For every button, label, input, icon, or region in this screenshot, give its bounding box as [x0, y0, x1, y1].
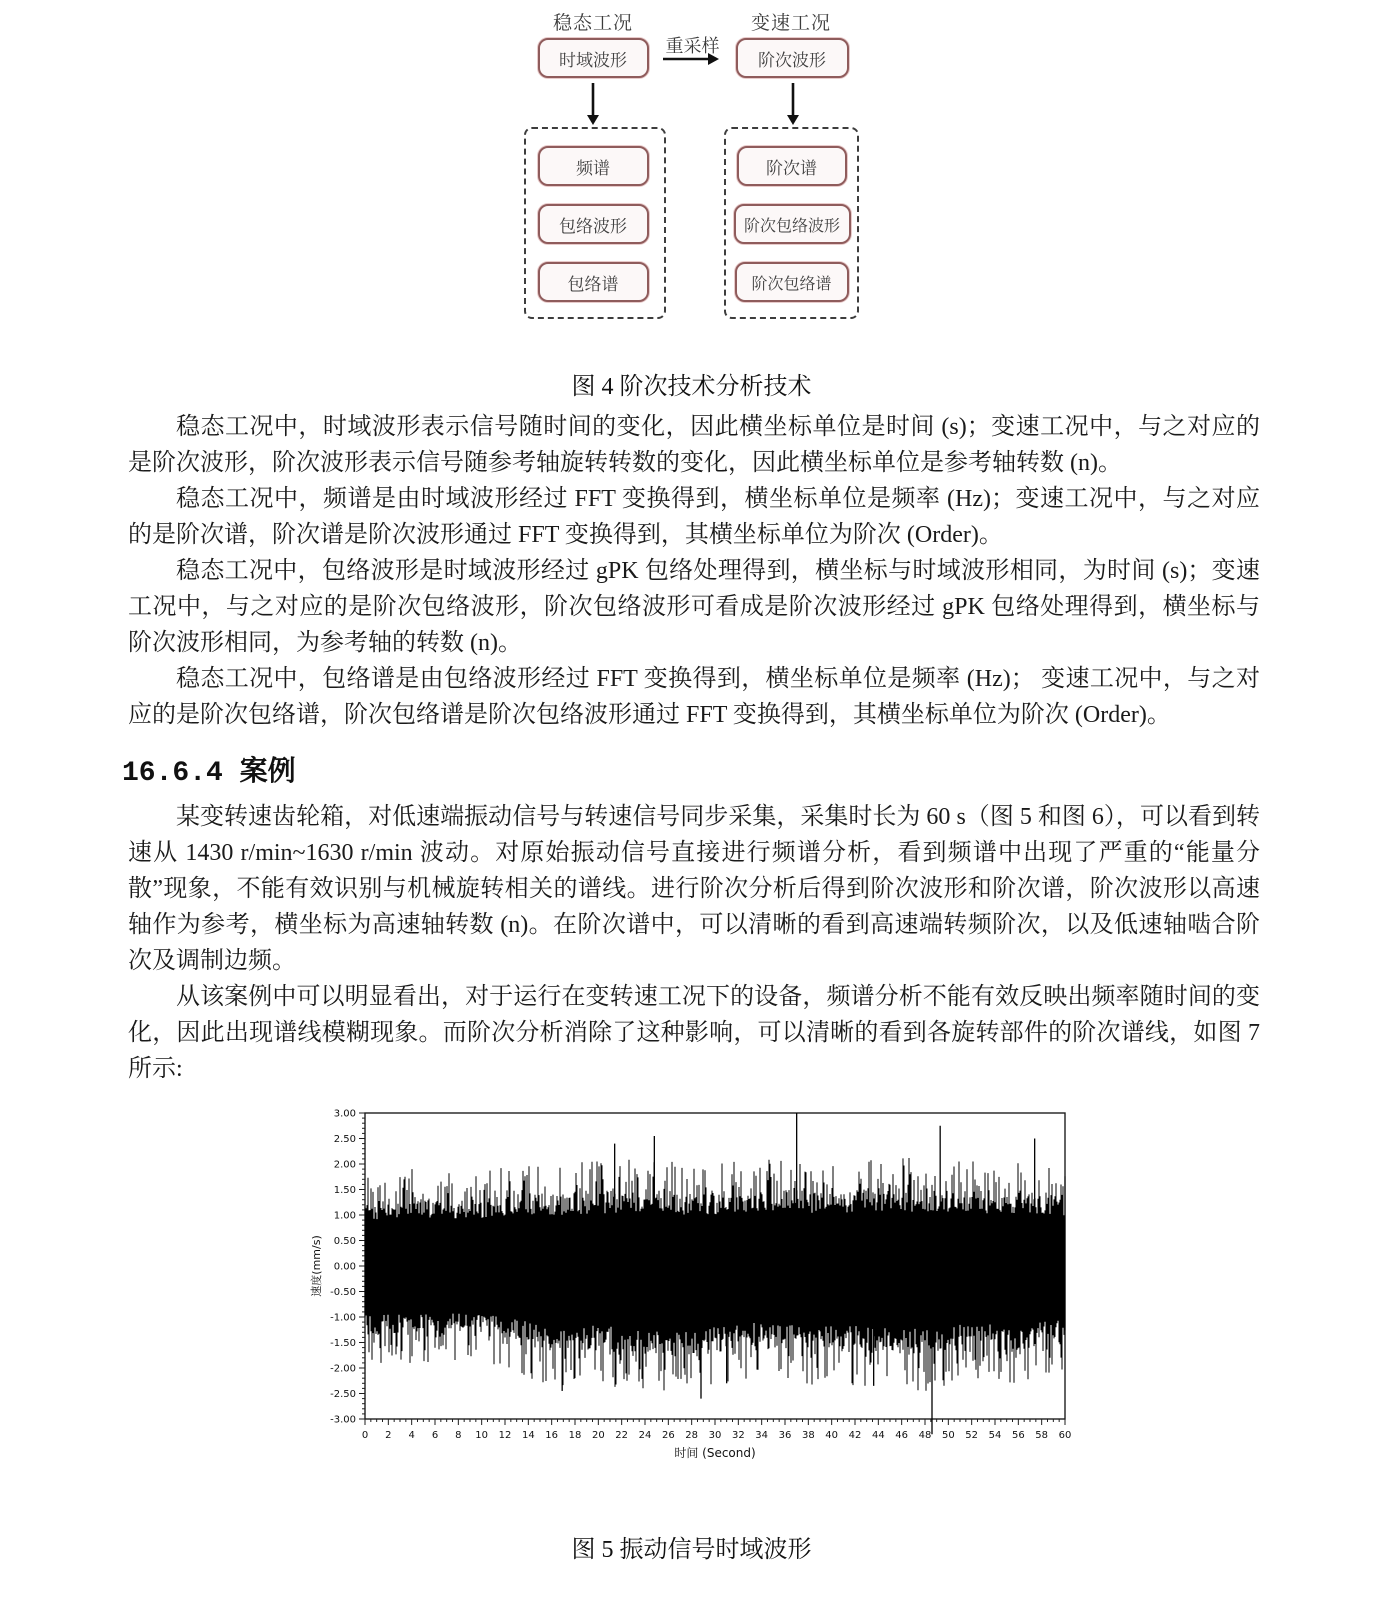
svg-text:2.50: 2.50 [333, 1134, 356, 1145]
svg-text:-1.00: -1.00 [329, 1312, 356, 1324]
svg-text:52: 52 [964, 1430, 978, 1441]
svg-text:4: 4 [407, 1430, 415, 1441]
paragraph: 从该案例中可以明显看出，对于运行在变转速工况下的设备，频谱分析不能有效反映出频率随时间的变化，因此出现谱线模糊现象。而阶次分析消除了这种影响，可以清晰的看到各旋转部件的阶次谱线，如图 7 所示: [128, 984, 1260, 1082]
svg-text:46: 46 [894, 1430, 908, 1441]
box-order-spectrum: 阶次谱 [737, 146, 847, 186]
box-order-envelope-waveform: 阶次包络波形 [734, 204, 851, 244]
resample-label: 重采样 [665, 36, 720, 56]
svg-text:32: 32 [731, 1430, 745, 1441]
svg-text:48: 48 [918, 1430, 931, 1441]
svg-text:-1.50: -1.50 [329, 1338, 356, 1349]
box-order-waveform: 阶次波形 [736, 38, 849, 78]
svg-text:8: 8 [454, 1430, 462, 1441]
svg-text:1.50: 1.50 [333, 1185, 356, 1196]
svg-text:6: 6 [431, 1430, 438, 1441]
svg-text:26: 26 [661, 1430, 675, 1441]
case-text-block [128, 799, 1260, 1087]
svg-text:40: 40 [824, 1430, 838, 1441]
figure4-flowchart [512, 6, 872, 324]
svg-text:0.00: 0.00 [333, 1261, 356, 1273]
svg-text:0.50: 0.50 [333, 1236, 356, 1247]
svg-text:12: 12 [498, 1430, 511, 1441]
svg-text:28: 28 [684, 1430, 698, 1441]
svg-text:-0.50: -0.50 [329, 1287, 356, 1298]
variable-speed-header: 变速工况 [750, 13, 831, 34]
svg-text:18: 18 [568, 1430, 581, 1441]
svg-text:-3.00: -3.00 [329, 1414, 356, 1426]
svg-text:1.00: 1.00 [333, 1210, 356, 1222]
svg-text:44: 44 [871, 1430, 885, 1441]
figure4-caption: 图 4 阶次技术分析技术 [571, 374, 812, 400]
steady-state-header: 稳态工况 [552, 13, 633, 34]
svg-text:时间 (Second): 时间 (Second) [673, 1446, 756, 1460]
paragraph: 稳态工况中，包络波形是时域波形经过 gPK 包络处理得到，横坐标与时域波形相同，为时间 (s)；变速工况中，与之对应的是阶次包络波形，阶次包络波形可看成是阶次波形经过 gPK 包络处理得到，横坐标与阶次波形相同，为参考轴的转数 (n)。 [128, 558, 1260, 656]
paragraph: 稳态工况中，包络谱是由包络波形经过 FFT 变换得到，横坐标单位是频率 (Hz)； 变速工况中，与之对应的是阶次包络谱，阶次包络谱是阶次包络波形通过 FFT 变换得到，其横坐标单位为阶次 (Order)。 [128, 666, 1260, 728]
svg-text:16: 16 [544, 1430, 558, 1441]
svg-text:3.00: 3.00 [333, 1108, 356, 1120]
svg-text:14: 14 [521, 1430, 535, 1441]
box-order-envelope-spectrum: 阶次包络谱 [735, 262, 849, 302]
svg-text:速度(mm/s): 速度(mm/s) [309, 1235, 323, 1297]
svg-text:22: 22 [614, 1430, 628, 1441]
svg-text:2: 2 [384, 1430, 392, 1441]
svg-text:58: 58 [1034, 1430, 1048, 1441]
figure5-chart [307, 1097, 1077, 1479]
svg-text:60: 60 [1058, 1430, 1071, 1441]
svg-text:24: 24 [638, 1430, 651, 1441]
svg-text:20: 20 [591, 1430, 605, 1441]
svg-text:36: 36 [778, 1430, 791, 1441]
box-envelope-waveform: 包络波形 [538, 204, 649, 244]
box-spectrum: 频谱 [538, 146, 649, 186]
arrow-down-right-icon [786, 83, 800, 130]
svg-text:38: 38 [801, 1430, 815, 1441]
section-heading: 16.6.4 案例 [122, 758, 296, 789]
svg-text:-2.50: -2.50 [329, 1389, 356, 1400]
svg-text:30: 30 [708, 1430, 721, 1441]
svg-text:0: 0 [361, 1430, 368, 1441]
arrow-right-icon [663, 52, 719, 71]
arrow-down-left-icon [586, 83, 600, 130]
paragraph: 某变转速齿轮箱，对低速端振动信号与转速信号同步采集，采集时长为 60 s（图 5 和图 6），可以看到转速从 1430 r/min~1630 r/min 波动。对原始振动信号直接进行频谱分析，看到频谱中出现了严重的“能量分散”现象，不能有效识别与机械旋转相关的谱线。进行阶次分析后得到阶次波形和阶次谱，阶次波形以高速轴作为参考，横坐标为高速轴转数 (n)。在阶次谱中，可以清晰的看到高速端转频阶次，以及低速轴啮合阶次及调制边频。 [128, 804, 1260, 974]
svg-text:2.00: 2.00 [333, 1159, 356, 1171]
svg-text:50: 50 [941, 1430, 955, 1441]
figure5-container [307, 1097, 1077, 1479]
svg-text:56: 56 [1011, 1430, 1025, 1441]
box-envelope-spectrum: 包络谱 [538, 262, 649, 302]
svg-text:54: 54 [988, 1430, 1001, 1441]
box-time-domain-waveform: 时域波形 [538, 38, 649, 78]
svg-text:-2.00: -2.00 [329, 1363, 356, 1375]
svg-text:42: 42 [848, 1430, 861, 1441]
svg-text:10: 10 [474, 1430, 488, 1441]
figure5-caption: 图 5 振动信号时域波形 [571, 1537, 812, 1563]
intro-text-block [128, 409, 1260, 733]
paragraph: 稳态工况中，时域波形表示信号随时间的变化，因此横坐标单位是时间 (s)；变速工况中，与之对应的是阶次波形，阶次波形表示信号随参考轴旋转转数的变化，因此横坐标单位是参考轴转数 (n)。 [128, 414, 1260, 476]
svg-text:34: 34 [754, 1430, 768, 1441]
paragraph: 稳态工况中，频谱是由时域波形经过 FFT 变换得到，横坐标单位是频率 (Hz)；变速工况中，与之对应的是阶次谱，阶次谱是阶次波形通过 FFT 变换得到，其横坐标单位为阶次 (Order)。 [128, 486, 1260, 548]
